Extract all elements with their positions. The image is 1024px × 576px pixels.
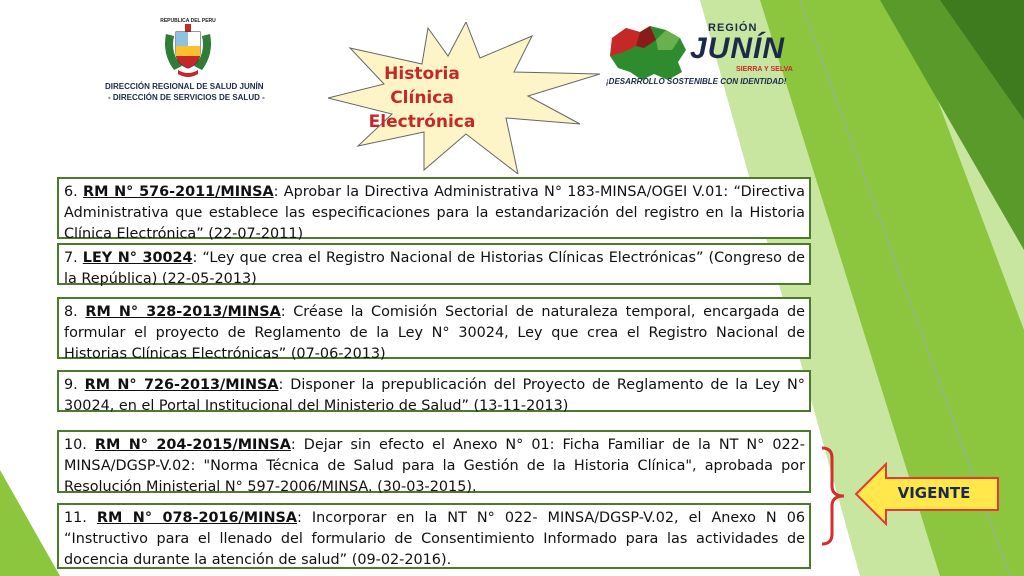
norm-item-11: 11. RM N° 078-2016/MINSA: Incorporar en la NT N° 022- MINSA/DGSP-V.02, el Anexo N 06 “Instructivo para el llenado del formulario de Consentimiento Informado para las actividades de docencia durante la atención de salud” (09-02-2016). <box>57 503 811 569</box>
logo-junin-label: JUNÍN <box>690 32 786 65</box>
norm-item-9: 9. RM N° 726-2013/MINSA: Disponer la prepublicación del Proyecto de Reglamento de la Ley N° 30024, en el Portal Institucional del Ministerio de Salud” (13-11-2013) <box>57 370 811 412</box>
logo-slogan: ¡DESARROLLO SOSTENIBLE CON IDENTIDAD! <box>606 77 787 86</box>
norm-description: : Disponer la prepublicación del Proyecto de Reglamento de la Ley N° 30024, en el Portal Institucional del Ministerio de Salud” (13-11-2013) <box>64 377 806 414</box>
norm-description: : Aprobar la Directiva Administrativa N° 183-MINSA/OGEI V.01: “Directiva Administrativa que establece las especificaciones para la estandarización del registro en la Historia Clínica Electrónica” (22-07-2011) <box>64 184 805 242</box>
norm-description: : “Ley que crea el Registro Nacional de Historias Clínicas Electrónicas” (Congreso de la República) (22-05-2013) <box>64 250 805 287</box>
norm-item-7: 7. LEY N° 30024: “Ley que crea el Registro Nacional de Historias Clínicas Electrónicas” (Congreso de la República) (22-05-2013) <box>57 243 811 285</box>
logo-region-label: REGIÓN <box>708 22 758 34</box>
vigente-label: VIGENTE <box>897 484 971 502</box>
norm-reference: RM N° 204-2015/MINSA <box>94 437 291 453</box>
logo-sierra-label: SIERRA Y SELVA <box>736 66 793 73</box>
norm-item-10: 10. RM N° 204-2015/MINSA: Dejar sin efecto el Anexo N° 01: Ficha Familiar de la NT N° 022-MINSA/DGSP-V.02: "Norma Técnica de Salud para la Gestión de la Historia Clínica", aprobada por Resolución Ministerial N° 597-2006/MINSA. (30-03-2015). <box>57 430 811 493</box>
peru-coat-of-arms-icon <box>160 14 216 80</box>
norm-description: : Incorporar en la NT N° 022- MINSA/DGSP-V.02, el Anexo N 06 “Instructivo para el llenado del formulario de Consentimiento Informado para las actividades de docencia durante la atención de salud” (09-02-2016). <box>64 510 806 568</box>
norm-reference: LEY N° 30024 <box>82 250 193 266</box>
norm-reference: RM N° 726-2013/MINSA <box>84 377 279 393</box>
org-line-1: DIRECCIÓN REGIONAL DE SALUD JUNÍN <box>105 82 264 91</box>
red-bracket-icon <box>818 446 848 546</box>
norm-item-8: 8. RM N° 328-2013/MINSA: Créase la Comisión Sectorial de naturaleza temporal, encargada de formular el proyecto de Reglamento de la Ley N° 30024, Ley que crea el Registro Nacional de Historias Clínicas Electrónicas” (07-06-2013) <box>57 297 811 359</box>
norm-reference: RM N° 576-2011/MINSA <box>83 184 274 200</box>
org-line-2: - DIRECCIÓN DE SERVICIOS DE SALUD - <box>108 93 265 102</box>
slide-title: Historia Clínica Electrónica <box>368 64 476 132</box>
norm-item-6: 6. RM N° 576-2011/MINSA: Aprobar la Directiva Administrativa N° 183-MINSA/OGEI V.01: “Directiva Administrativa que establece las especificaciones para la estandarización del registro en la Historia Clínica Electrónica” (22-07-2011) <box>57 177 811 239</box>
norm-description: : Dejar sin efecto el Anexo N° 01: Ficha Familiar de la NT N° 022-MINSA/DGSP-V.02: "Norma Técnica de Salud para la Gestión de la Historia Clínica", aprobada por Resolución Ministerial N° 597-2006/MINSA. (30-03-2015). <box>64 437 806 495</box>
norm-reference: RM N° 328-2013/MINSA <box>85 304 281 320</box>
norm-reference: RM N° 078-2016/MINSA <box>96 510 298 526</box>
norm-description: : Créase la Comisión Sectorial de naturaleza temporal, encargada de formular el proyecto de Reglamento de la Ley N° 30024, Ley que crea el Registro Nacional de Historias Clínicas Electrónicas” (07-06-2013) <box>64 304 805 362</box>
svg-text:REPUBLICA DEL PERU: REPUBLICA DEL PERU <box>160 18 216 24</box>
